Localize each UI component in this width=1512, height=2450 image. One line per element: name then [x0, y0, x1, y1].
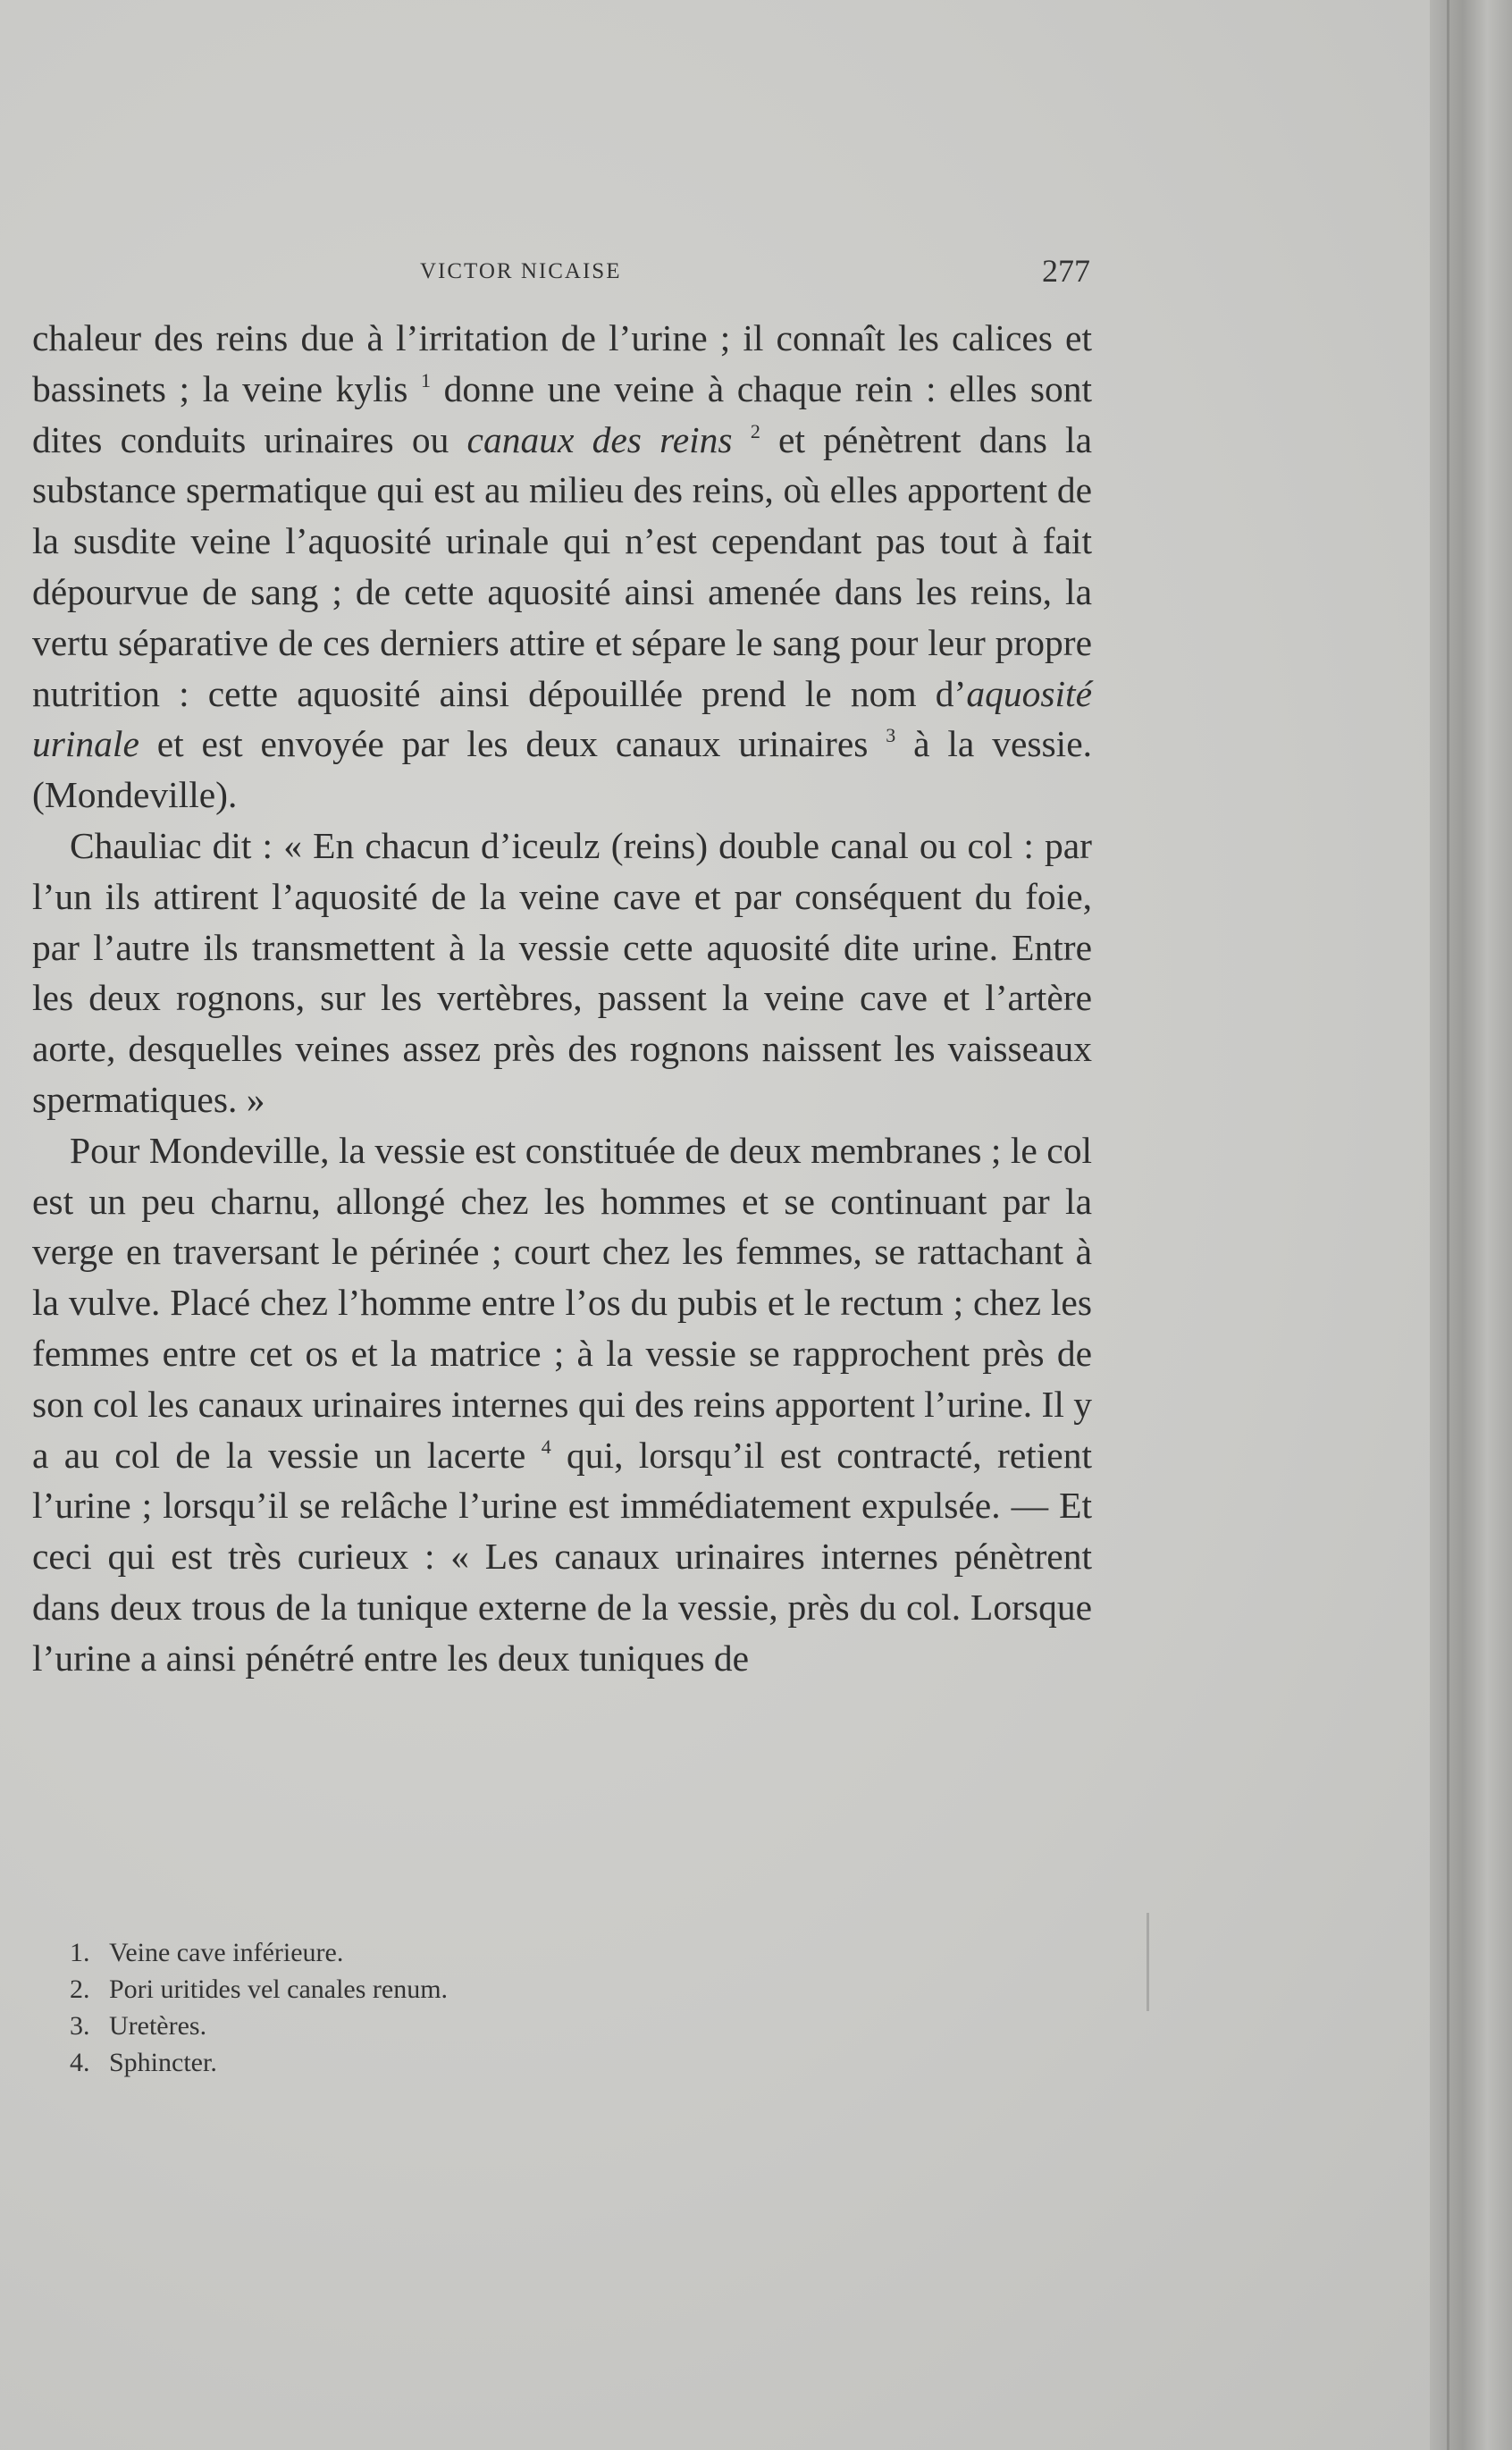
footnote	[70, 1934, 874, 1971]
footnote-text: Sphincter.	[109, 2048, 217, 2077]
italic-text: aquosité urinale	[32, 672, 1092, 765]
footnote-number: 1.	[70, 1938, 90, 1967]
text-run: et est envoyée par les deux canaux urinaires	[139, 723, 886, 765]
footnote-text: Uretères.	[109, 2011, 207, 2041]
paragraph	[32, 1125, 1092, 1684]
footnote	[70, 1971, 874, 2008]
text-run: Pour Mondeville, la vessie est constituée de deux membranes ; le col est un peu charnu, allongé chez les hommes et se continuant par la verge en traversant le périnée ; court chez les femmes, se rattachant à la vulve. Placé chez l’homme entre l’os du pubis et le rectum ; chez les femmes entre cet os et la matrice ; à la vessie se rapprochent près de son col les canaux urinaires internes qui des reins apportent l’urine. Il y a au col de la vessie un lacerte	[32, 1129, 1092, 1476]
text-run: et pénètrent dans la substance spermatique qui est au milieu des reins, où elles apportent de la susdite veine l’aquosité urinale qui n’est cependant pas tout à fait dépourvue de sang ; de cette aquosité ainsi amenée dans les reins, la vertu séparative de ces derniers attire et sépare le sang pour leur propre nutrition : cette aquosité ainsi dépouillée prend le nom d’	[32, 418, 1093, 714]
footnote-text: Veine cave inférieure.	[109, 1938, 344, 1967]
text-run: à la vessie. (Mondeville).	[32, 723, 1092, 816]
footnote-reference: 2	[750, 419, 760, 442]
footnote	[70, 2044, 874, 2081]
paper-mark	[1147, 1913, 1149, 2011]
footnote-reference: 1	[421, 368, 432, 391]
footnotes	[70, 1934, 874, 2081]
text-run: chaleur des reins due à l’irritation de l’urine ; il connaît les calices et bassinets ; la veine kylis	[32, 317, 1092, 409]
paragraph	[32, 821, 1092, 1125]
body-text	[32, 313, 1092, 1684]
italic-text: canaux des reins	[466, 418, 733, 460]
page-number: 277	[1042, 253, 1090, 289]
book-spine-edge	[1430, 0, 1512, 2450]
paragraph	[32, 313, 1092, 821]
running-head: VICTOR NICAISE	[420, 259, 622, 283]
page-header	[36, 252, 1090, 297]
text-run: qui, lorsqu’il est contracté, retient l’urine ; lorsqu’il se relâche l’urine est immédiatement expulsée. — Et ceci qui est très curieux : « Les canaux urinaires internes pénètrent dans deux trous de la tunique externe de la vessie, près du col. Lorsque l’urine a ainsi pénétré entre les deux tuniques de	[32, 1434, 1092, 1679]
text-run: Chauliac dit : « En chacun d’iceulz (reins) double canal ou col : par l’un ils attirent l’aquosité de la veine cave et par conséquent du foie, par l’autre ils transmettent à la vessie cette aquosité dite urine. Entre les deux rognons, sur les vertèbres, passent la veine cave et l’artère aorte, desquelles veines assez près des rognons naissent les vaisseaux spermatiques. »	[32, 824, 1092, 1120]
footnote-text: Pori uritides vel canales renum.	[109, 1974, 449, 2004]
footnote-reference: 3	[886, 724, 896, 747]
footnote	[70, 2008, 874, 2044]
footnote-number: 2.	[70, 1974, 90, 2004]
footnote-reference: 4	[541, 1435, 551, 1458]
footnote-number: 4.	[70, 2048, 90, 2077]
text-run	[733, 419, 751, 460]
footnote-number: 3.	[70, 2011, 90, 2041]
text-run: donne une veine à chaque rein : elles sont dites conduits urinaires ou	[32, 367, 1092, 460]
spine-fold-line	[1447, 0, 1449, 2450]
